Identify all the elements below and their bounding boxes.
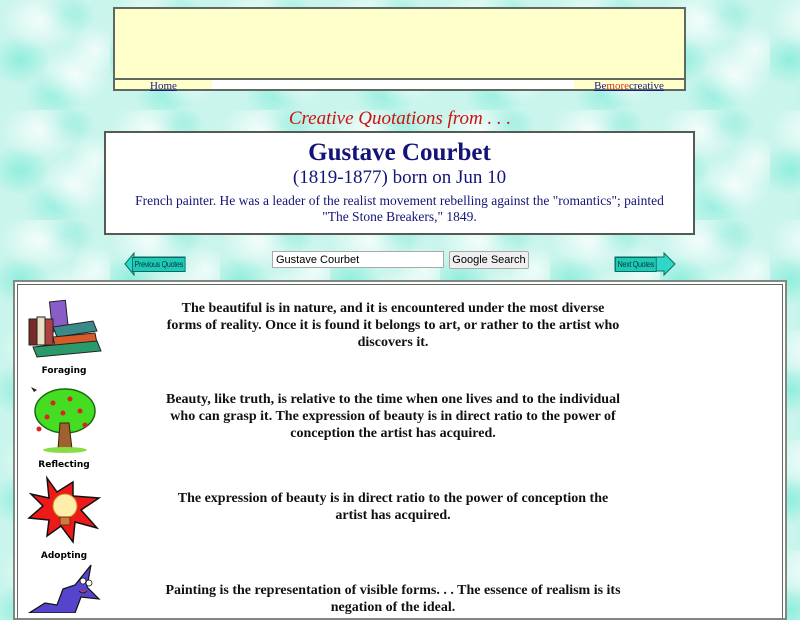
tree-icon: [25, 383, 103, 455]
star-character-icon: [25, 563, 103, 613]
nav-spacer: [212, 80, 574, 89]
header-banner: [115, 9, 684, 78]
books-icon: [25, 299, 103, 361]
header-box: [113, 7, 686, 91]
header-nav: [115, 78, 684, 92]
author-bio-box: [104, 131, 695, 235]
quote-4: Painting is the representation of visible forms. . . The essence of realism is its negation of the ideal.: [165, 583, 621, 615]
lightbulb-icon: [25, 474, 103, 546]
google-search-button[interactable]: Google Search: [449, 251, 529, 269]
author-description: French painter. He was a leader of the realist movement rebelling against the "romantics"; painted "The Stone Breakers," 1849.: [135, 193, 664, 224]
sidebar-label-adopting: Adopting: [40, 551, 88, 561]
search-input[interactable]: [272, 251, 444, 268]
next-quotes-label: Next Quotes: [615, 257, 657, 272]
bemorecreative-link[interactable]: [594, 80, 664, 92]
sidebar-item-foraging[interactable]: [24, 299, 104, 376]
bmc-be: Be: [594, 80, 607, 92]
quotes-inner: [17, 284, 783, 618]
author-name: Gustave Courbet: [308, 139, 491, 166]
page-heading: Creative Quotations from . . .: [288, 108, 512, 129]
sidebar-label-foraging: Foraging: [41, 366, 87, 376]
quote-2: Beauty, like truth, is relative to the time when one lives and to the individual who can grasp it. The expression of beauty is in direct ratio to the power of conception the artist has acquired.: [166, 392, 620, 441]
quotes-box: [13, 280, 787, 620]
next-quotes-button[interactable]: [614, 252, 676, 276]
nav-bemorecreative-cell: [574, 80, 684, 92]
nav-home-cell: [115, 80, 212, 92]
previous-quotes-label: Previous Quotes: [132, 257, 185, 272]
bmc-more: more: [606, 80, 630, 92]
quote-3: The expression of beauty is in direct ratio to the power of conception the artist has acquired.: [177, 491, 609, 523]
home-link[interactable]: Home: [150, 80, 177, 92]
sidebar-label-reflecting: Reflecting: [38, 460, 90, 470]
quote-1: The beautiful is in nature, and it is encountered under the most diverse forms of reality. Once it is found it belongs to art, or rather to the artist who discovers it.: [166, 301, 620, 350]
sidebar-item-star[interactable]: [24, 563, 104, 618]
sidebar-item-adopting[interactable]: [24, 474, 104, 561]
author-dates: (1819-1877) born on Jun 10: [292, 167, 507, 188]
previous-quotes-button[interactable]: [124, 252, 186, 276]
bmc-creative: creative: [629, 80, 664, 92]
sidebar-item-reflecting[interactable]: [24, 383, 104, 470]
